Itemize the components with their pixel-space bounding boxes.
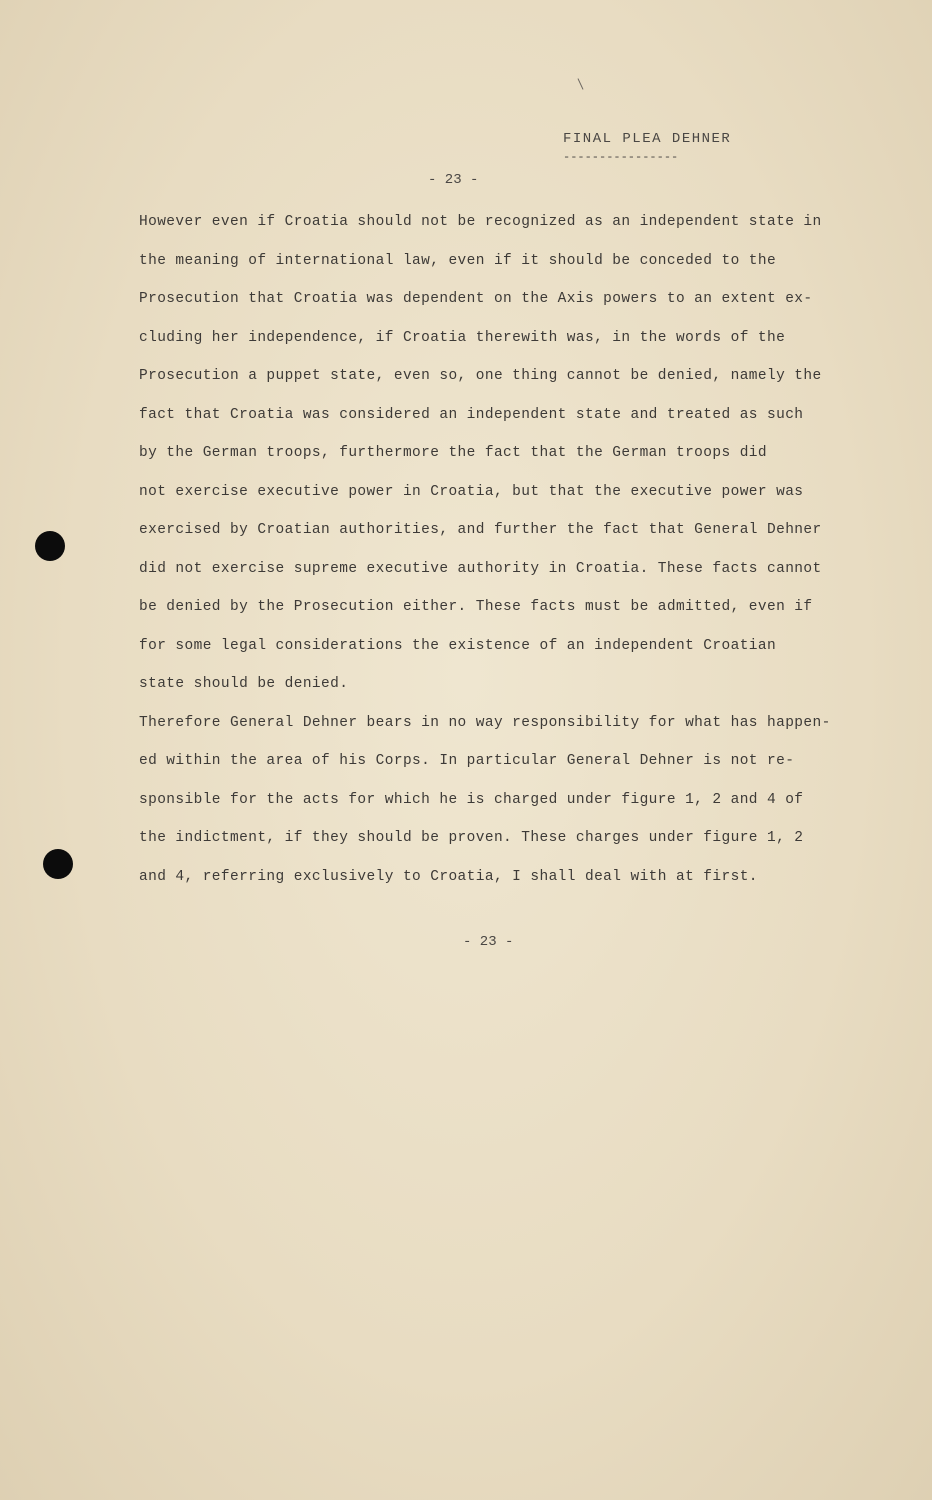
text-line: and 4, referring exclusively to Croatia, I shall deal with at first. xyxy=(139,868,758,885)
text-line: ed within the area of his Corps. In particular General Dehner is not re- xyxy=(139,753,795,769)
text-line: for some legal considerations the existence of an independent Croatian xyxy=(139,637,777,654)
pencil-mark xyxy=(578,78,584,89)
text-line: Prosecution that Croatia was dependent on the Axis powers to an extent ex- xyxy=(139,291,813,307)
text-line: did not exercise supreme executive authority in Croatia. These facts cannot xyxy=(139,560,822,577)
text-line: exercised by Croatian authorities, and further the fact that General Dehner xyxy=(139,522,822,538)
text-line: Prosecution a puppet state, even so, one thing cannot be denied, namely the xyxy=(139,368,822,384)
text-line: However even if Croatia should not be recognized as an independent state in xyxy=(139,214,822,230)
document-title: FINAL PLEA DEHNER xyxy=(563,131,732,147)
punch-hole xyxy=(35,531,65,561)
page-number-bottom: - 23 - xyxy=(463,934,514,950)
text-line: the meaning of international law, even if it should be conceded to the xyxy=(139,252,777,269)
title-underline: ---------------- xyxy=(563,150,679,164)
text-line: fact that Croatia was considered an independent state and treated as such xyxy=(139,406,804,423)
text-line: not exercise executive power in Croatia, but that the executive power was xyxy=(139,483,804,500)
text-line: sponsible for the acts for which he is charged under figure 1, 2 and 4 of xyxy=(139,791,804,808)
page-number-top: - 23 - xyxy=(428,172,479,188)
text-line: state should be denied. xyxy=(139,676,349,692)
text-line: cluding her independence, if Croatia therewith was, in the words of the xyxy=(139,329,786,346)
text-line: by the German troops, furthermore the fact that the German troops did xyxy=(139,445,767,461)
text-line: be denied by the Prosecution either. These facts must be admitted, even if xyxy=(139,599,813,615)
text-line: Therefore General Dehner bears in no way responsibility for what has happen- xyxy=(139,714,831,731)
punch-hole xyxy=(43,849,73,879)
text-line: the indictment, if they should be proven. These charges under figure 1, 2 xyxy=(139,830,804,846)
body-text xyxy=(139,203,874,896)
